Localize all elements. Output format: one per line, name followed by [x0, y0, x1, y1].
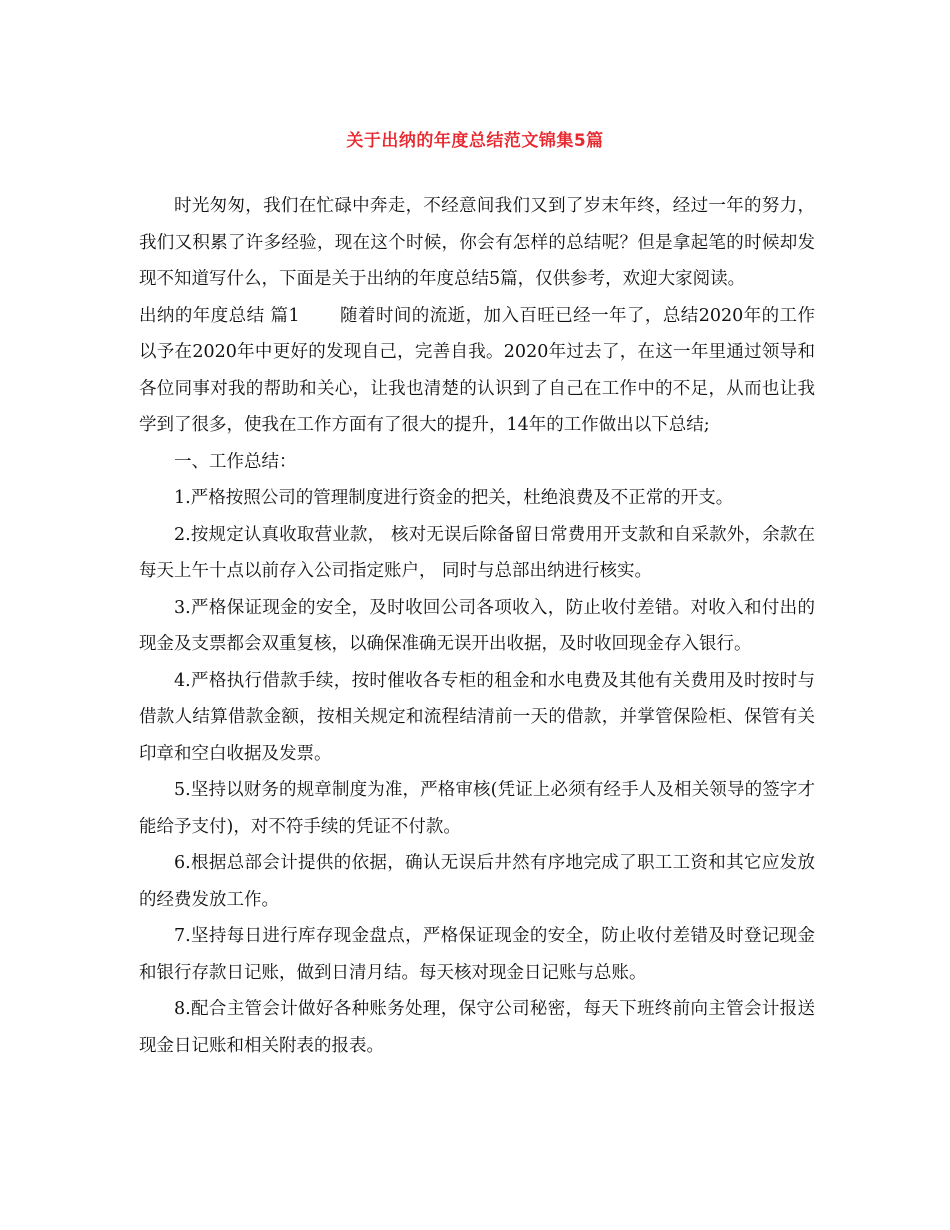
- list-item: 6.根据总部会计提供的依据，确认无误后井然有序地完成了职工工资和其它应发放的经费发放工作。: [139, 853, 815, 910]
- subheading-work-summary: 一、工作总结：: [174, 451, 297, 472]
- list-item: 5.坚持以财务的规章制度为准，严格审核(凭证上必须有经手人及相关领导的签字才能给予支付)，对不符手续的凭证不付款。: [139, 780, 815, 837]
- list-item: 4.严格执行借款手续，按时催收各专柜的租金和水电费及其他有关费用及时按时与借款人结算借款金额，按相关规定和流程结清前一天的借款，并掌管保险柜、保管有关印章和空白收据及发票。: [139, 670, 815, 764]
- list-item: 2.按规定认真收取营业款， 核对无误后除备留日常费用开支款和自采款外，余款在每天上午十点以前存入公司指定账户， 同时与总部出纳进行核实。: [139, 524, 815, 581]
- intro-paragraph: 时光匆匆，我们在忙碌中奔走，不经意间我们又到了岁末年终，经过一年的努力，我们又积累了许多经验，现在这个时候，你会有怎样的总结呢？但是拿起笔的时候却发现不知道写什么，下面是关于出纳的年度总结5篇，仅供参考，欢迎大家阅读。: [139, 196, 815, 289]
- list-item: 8.配合主管会计做好各种账务处理，保守公司秘密，每天下班终前向主管会计报送现金日记账和相关附表的报表。: [139, 999, 815, 1056]
- list-item: 3.严格保证现金的安全，及时收回公司各项收入，防止收付差错。对收入和付出的现金及支票都会双重复核，以确保准确无误开出收据，及时收回现金存入银行。: [139, 597, 815, 654]
- document-body: [139, 188, 815, 1064]
- list-item: 1.严格按照公司的管理制度进行资金的把关，杜绝浪费及不正常的开支。: [174, 488, 734, 508]
- section-1-opening: 随着时间的流逝，加入百旺已经一年了，总结2020年的工作以予在2020年中更好的发现自己，完善自我。2020年过去了，在这一年里通过领导和各位同事对我的帮助和关心，让我也清楚的认识到了自己在工作中的不足，从而也让我学到了很多，使我在工作方面有了很大的提升，14年的工作做出以下总结;: [139, 305, 815, 435]
- list-item: 7.坚持每日进行库存现金盘点，严格保证现金的安全，防止收付差错及时登记现金和银行存款日记账，做到日清月结。每天核对现金日记账与总账。: [139, 926, 815, 983]
- section-1-heading: 出纳的年度总结 篇1: [139, 305, 300, 326]
- section-1-paragraph: [139, 298, 815, 444]
- document-title: 关于出纳的年度总结范文锦集5篇: [346, 131, 604, 151]
